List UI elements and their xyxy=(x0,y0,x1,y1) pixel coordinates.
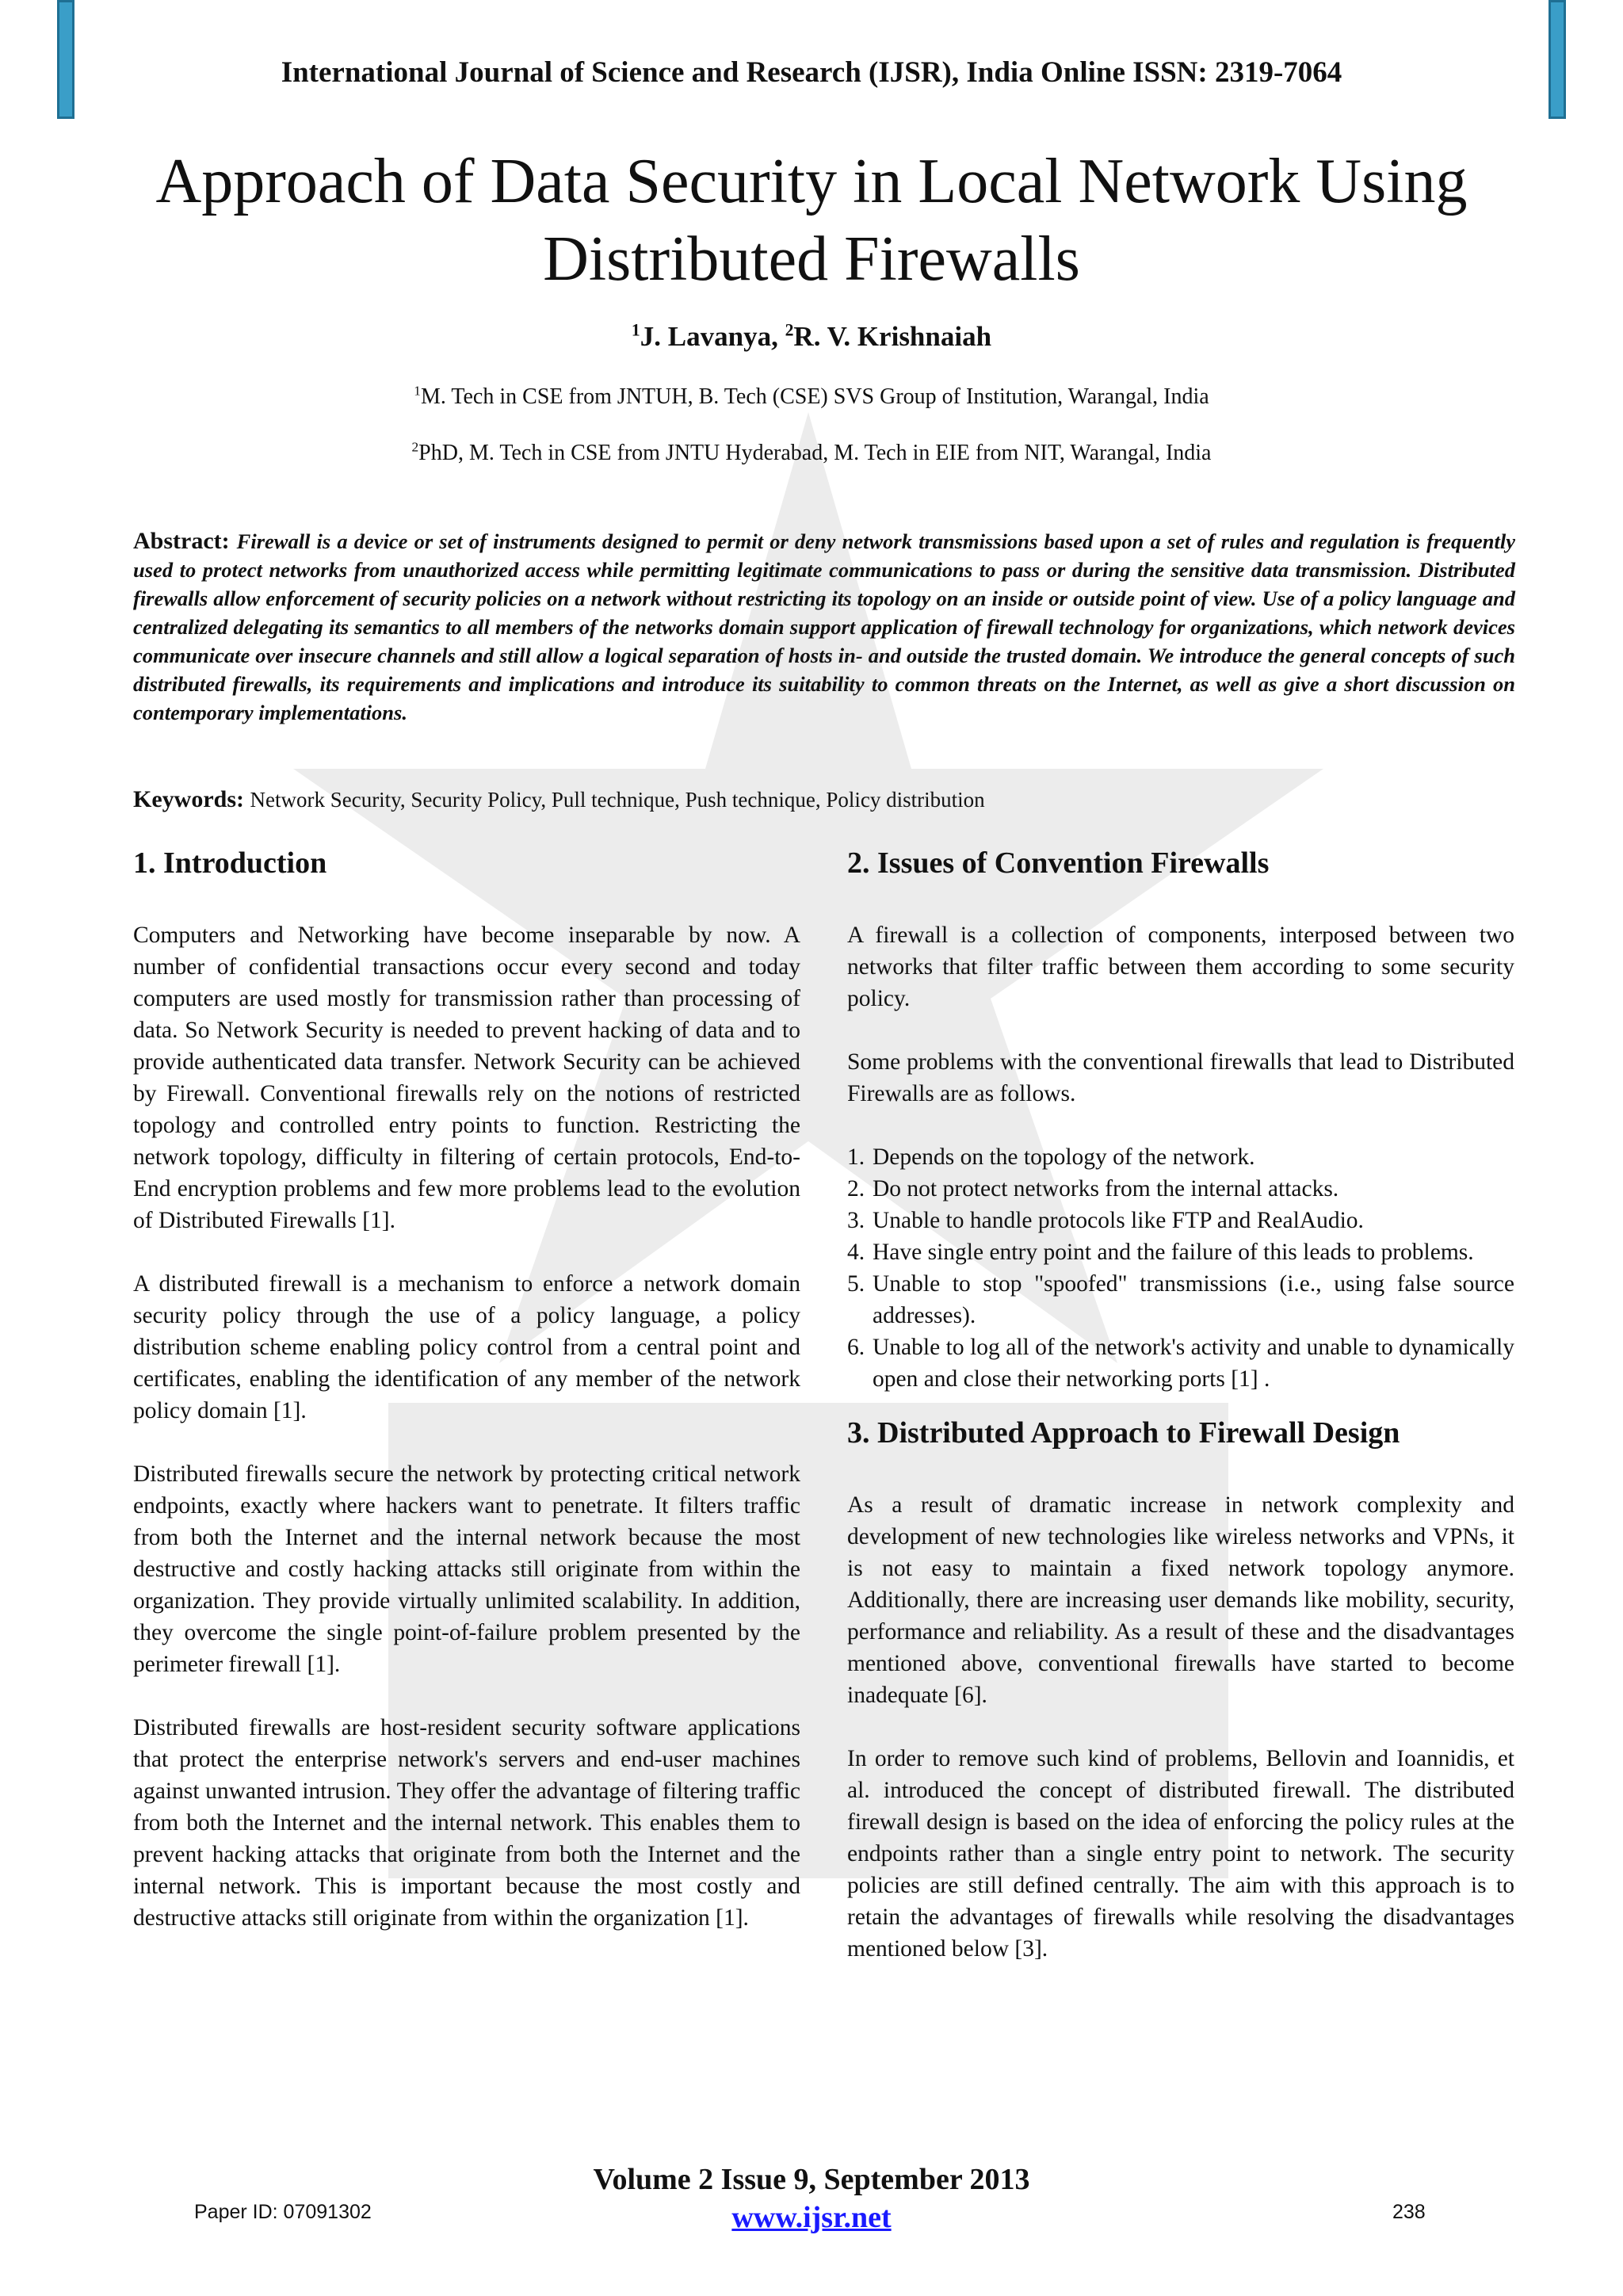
list-number: 2. xyxy=(847,1176,865,1201)
left-column xyxy=(133,842,800,1966)
list-number: 3. xyxy=(847,1208,865,1233)
paragraph: A distributed firewall is a mechanism to enforce a network domain security policy through the use of a policy language, a policy distribution scheme enabling policy control from a central point and certificates, enabling the identification of any member of the network policy domain [1]. xyxy=(133,1271,800,1423)
title-line-2: Distributed Firewalls xyxy=(543,224,1080,294)
list-text: Unable to stop "spoofed" transmissions (i.e., using false source addresses). xyxy=(873,1271,1514,1328)
paper-title xyxy=(95,143,1528,298)
journal-header: International Journal of Science and Research (IJSR), India Online ISSN: 2319-7064 xyxy=(281,56,1342,89)
paper-id: Paper ID: 07091302 xyxy=(194,2201,372,2223)
footer-volume: Volume 2 Issue 9, September 2013 xyxy=(593,2163,1030,2196)
list-number: 1. xyxy=(847,1144,865,1170)
abstract-label: Abstract: xyxy=(133,528,237,554)
author-2-sup: 2 xyxy=(785,320,794,340)
paragraph: Computers and Networking have become inseparable by now. A number of confidential transactions occur every second and today computers are used mostly for transmission rather than processing of data. So Network Security is needed to prevent hacking of data and to provide authenticated data transfer. Network Security can be achieved by Firewall. Conventional firewalls rely on the notions of restricted topology and controlled entry points to function. Restricting the network topology, difficulty in filtering of certain protocols, End-to-End encryption problems and few more problems lead to the evolution of Distributed Firewalls [1]. xyxy=(133,923,800,1233)
issues-list xyxy=(847,1141,1514,1395)
title-line-1: Approach of Data Security in Local Network Using xyxy=(155,147,1468,216)
paragraph: As a result of dramatic increase in network complexity and development of new technologies like wireless networks and VPNs, it is not easy to maintain a fixed network topology anymore. Additionally, there are increasing user demands like mobility, security, performance and reliability. As a result of these and the disadvantages mentioned above, conventional firewalls have started to become inadequate [6]. xyxy=(847,1492,1514,1708)
section-1-heading: 1. Introduction xyxy=(133,846,327,880)
section-2-heading: 2. Issues of Convention Firewalls xyxy=(847,846,1270,880)
keywords-text: Network Security, Security Policy, Pull technique, Push technique, Policy distribution xyxy=(250,788,985,812)
list-number: 6. xyxy=(847,1335,865,1360)
section-3-heading: 3. Distributed Approach to Firewall Design xyxy=(847,1416,1400,1450)
list-text: Unable to handle protocols like FTP and RealAudio. xyxy=(873,1208,1364,1233)
list-number: 5. xyxy=(847,1271,865,1297)
affiliation-2 xyxy=(0,441,1623,466)
paragraph: Some problems with the conventional firewalls that lead to Distributed Firewalls are as follows. xyxy=(847,1049,1514,1106)
list-item xyxy=(847,1141,1514,1173)
authors xyxy=(0,321,1623,353)
list-item xyxy=(847,1268,1514,1331)
abstract-text: Firewall is a device or set of instruments designed to permit or deny network transmissions based upon a set of rules and regulation is frequently used to protect networks from unauthorized access while permitting legitimate communications to pass or during the sensitive data transmission. Distributed firewalls allow enforcement of security policies on a network without restricting its topology on an inside or outside point of view. Use of a policy language and centralized delegating its semantics to all members of the networks domain support application of firewall technology for organizations, which network devices communicate over insecure channels and still allow a logical separation of hosts in- and outside the trusted domain. We introduce the general concepts of such distributed firewalls, its requirements and implications and introduce its suitability to common threats on the Internet, as well as give a short discussion on contemporary implementations. xyxy=(133,529,1515,724)
list-text: Have single entry point and the failure of this leads to problems. xyxy=(873,1240,1474,1265)
paragraph: Distributed firewalls are host-resident security software applications that protect the enterprise network's servers and end-user machines against unwanted intrusion. They offer the advantage of filtering traffic from both the Internet and the internal network. This enables them to prevent hacking attacks that originate from both the Internet and the internal network. This is important because the most costly and destructive attacks still originate from within the organization [1]. xyxy=(133,1715,800,1931)
list-text: Do not protect networks from the internal attacks. xyxy=(873,1176,1339,1201)
list-item xyxy=(847,1331,1514,1395)
list-item xyxy=(847,1173,1514,1205)
list-text: Unable to log all of the network's activity and unable to dynamically open and close their networking ports [1] . xyxy=(873,1335,1514,1392)
paragraph: In order to remove such kind of problems, Bellovin and Ioannidis, et al. introduced the concept of distributed firewall. The distributed firewall design is based on the idea of enforcing the policy rules at the endpoints rather than a single entry point to network. The security policies are still defined centrally. The aim with this approach is to retain the advantages of firewalls while resolving the disadvantages mentioned below [3]. xyxy=(847,1746,1514,1962)
list-item xyxy=(847,1205,1514,1236)
list-number: 4. xyxy=(847,1240,865,1265)
author-1: J. Lavanya, xyxy=(640,321,785,352)
author-2: R. V. Krishnaiah xyxy=(793,321,992,352)
author-1-sup: 1 xyxy=(631,320,640,340)
affiliation-1 xyxy=(0,384,1623,410)
affiliation-1-sup: 1 xyxy=(414,383,421,399)
list-text: Depends on the topology of the network. xyxy=(873,1144,1255,1170)
right-column xyxy=(847,842,1514,1996)
page-number: 238 xyxy=(1392,2201,1426,2223)
affiliation-2-sup: 2 xyxy=(411,439,419,455)
list-item xyxy=(847,1236,1514,1268)
footer-website-link[interactable]: www.ijsr.net xyxy=(731,2201,892,2234)
abstract xyxy=(133,527,1515,727)
affiliation-2-text: PhD, M. Tech in CSE from JNTU Hyderabad, M. Tech in EIE from NIT, Warangal, India xyxy=(418,441,1212,465)
paragraph: Distributed firewalls secure the network by protecting critical network endpoints, exactly where hackers want to penetrate. It filters traffic from both the Internet and the internal network because the most destructive and costly hacking attacks still originate from within the organization. They provide virtually unlimited scalability. In addition, they overcome the single point-of-failure problem presented by the perimeter firewall [1]. xyxy=(133,1461,800,1677)
keywords xyxy=(133,786,1515,813)
affiliation-1-text: M. Tech in CSE from JNTUH, B. Tech (CSE) SVS Group of Institution, Warangal, India xyxy=(420,384,1209,409)
keywords-label: Keywords: xyxy=(133,786,250,812)
paragraph: A firewall is a collection of components, interposed between two networks that filter traffic between them according to some security policy. xyxy=(847,923,1514,1011)
